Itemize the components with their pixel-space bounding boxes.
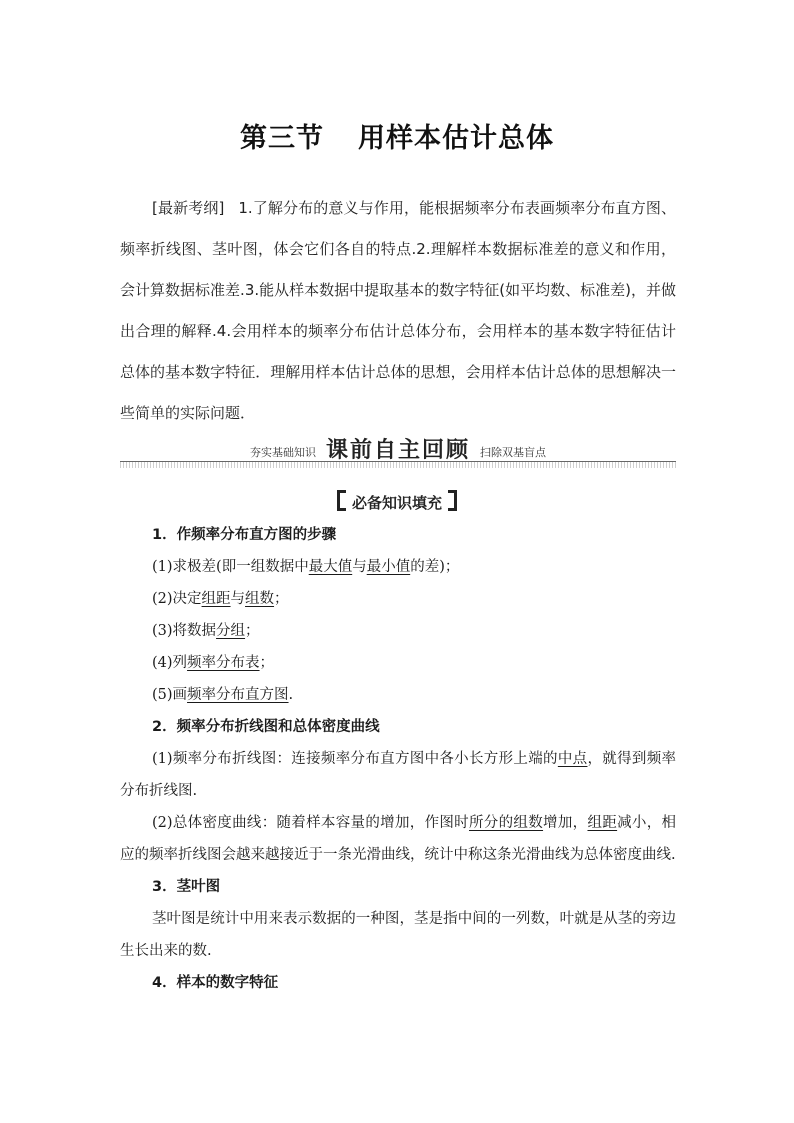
heading-histogram-steps: 1．作频率分布直方图的步骤: [152, 527, 337, 543]
step-interval: (2)决定组距与组数；: [152, 591, 289, 607]
blank-midpoint: 中点: [557, 751, 588, 767]
title-topic: 用样本估计总体: [358, 123, 554, 154]
page-title: [0, 116, 794, 155]
para-density-curve: (2)总体密度曲线：随着样本容量的增加，作图时所分的组数增加，组距减小，相应的频率折线图会越来越接近于一条光滑曲线，统计中称这条光滑曲线为总体密度曲线.: [120, 815, 677, 863]
step-range: (1)求极差(即一组数据中最大值与最小值的差)；: [152, 559, 460, 575]
heading-stem-leaf: 3．茎叶图: [152, 879, 221, 895]
blank-max: 最大值: [308, 559, 353, 575]
banner-right-text: 扫除双基盲点: [480, 446, 546, 459]
blank-min: 最小值: [366, 559, 411, 575]
blank-grouping: 分组: [216, 623, 246, 639]
heading-polygon-density: 2．频率分布折线图和总体密度曲线: [152, 719, 380, 735]
banner-title: 课前自主回顾: [325, 438, 470, 463]
banner-left-text: 夯实基础知识: [249, 446, 316, 459]
syllabus-outline: [120, 188, 676, 434]
syllabus-text: 1.了解分布的意义与作用，能根据频率分布表画频率分布直方图、频率折线图、茎叶图，体会它们各自的特点.2.理解样本数据标准差的意义和作用，会计算数据标准差.3.能从样本数据中提取基本的数字特征(如平均数、标准差)，并做出合理的解释.4.会用样本的频率分布估计总体分布，会用样本的基本数字特征估计总体的基本数字特征．理解用样本估计总体的思想，会用样本估计总体的思想解决一些简单的实际问题．: [120, 199, 676, 422]
blank-class-width: 组距: [201, 591, 231, 607]
content-body: [120, 519, 676, 999]
syllabus-tag: [最新考纲]: [152, 199, 225, 217]
section-banner: [120, 436, 676, 470]
knowledge-section-label: 必备知识填充: [351, 494, 442, 512]
heading-sample-features: 4．样本的数字特征: [152, 975, 279, 991]
step-table: (4)列频率分布表；: [152, 655, 275, 671]
blank-class-count: 组数: [245, 591, 275, 607]
step-draw: (5)画频率分布直方图.: [152, 687, 294, 703]
blank-frequency-table: 频率分布表: [187, 655, 260, 671]
blank-group-count: 所分的组数: [469, 815, 544, 831]
title-section-number: 第三节: [240, 123, 324, 154]
para-frequency-polygon: (1)频率分布折线图：连接频率分布直方图中各小长方形上端的中点，就得到频率分布折线图.: [120, 751, 677, 799]
left-bracket-icon: [337, 490, 346, 511]
blank-histogram: 频率分布直方图: [187, 687, 289, 703]
blank-group-width: 组距: [587, 815, 618, 831]
para-stem-leaf: 茎叶图是统计中用来表示数据的一种图，茎是指中间的一列数，叶就是从茎的旁边生长出来的数.: [120, 911, 676, 959]
knowledge-section-title: [0, 490, 794, 513]
step-group: (3)将数据分组；: [152, 623, 260, 639]
right-bracket-icon: [448, 490, 457, 511]
